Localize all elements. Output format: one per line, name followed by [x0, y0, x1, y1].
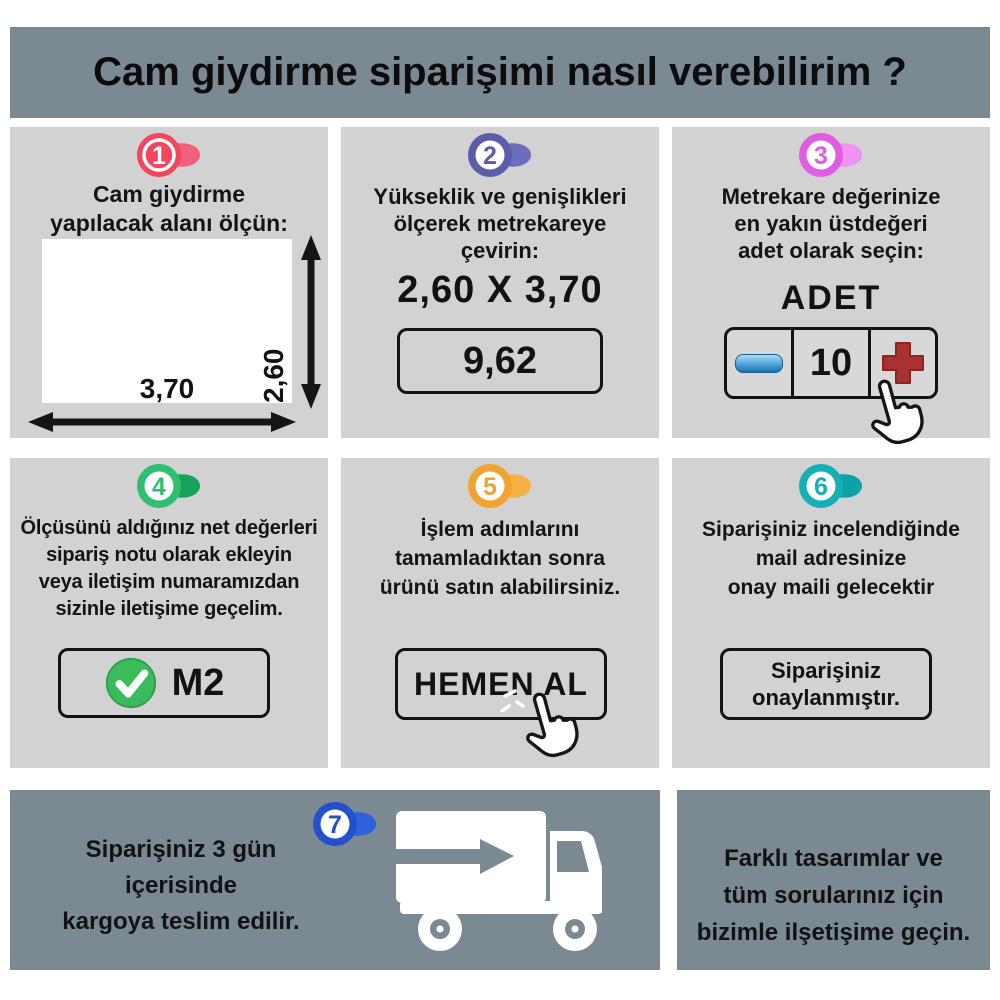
step-6-line: onay maili gelecektir	[727, 576, 935, 599]
step-panel-2	[341, 127, 659, 438]
shipping-line: kargoya teslim edilir.	[62, 908, 300, 935]
step-5-line: İşlem adımlarını	[420, 518, 580, 541]
badge-2-icon	[465, 129, 535, 181]
step-5-line: tamamladıktan sonra	[394, 547, 606, 570]
step-1-badge	[10, 129, 328, 181]
svg-text:7: 7	[328, 811, 342, 839]
step-panel-4	[10, 458, 328, 768]
badge-6-icon	[796, 460, 866, 512]
m2-label: M2	[171, 661, 225, 704]
step-panel-1	[10, 127, 328, 438]
step-2-title	[341, 183, 659, 264]
quantity-value: 10	[791, 330, 868, 396]
step-2-line: Yükseklik ve genişlikleri	[373, 184, 627, 209]
step-1-line: Cam giydirme	[92, 181, 246, 207]
step-4-title	[10, 515, 328, 623]
shipping-panel	[10, 790, 660, 970]
buy-now-label: HEMEN AL	[414, 665, 588, 702]
measure-area	[42, 239, 292, 403]
shipping-line: içerisinde	[124, 872, 238, 899]
result-value: 9,62	[463, 339, 537, 382]
shipping-line: Siparişiniz 3 gün	[85, 836, 277, 863]
svg-text:6: 6	[814, 473, 828, 501]
step-6-line: Siparişiniz incelendiğinde	[702, 518, 960, 541]
steps-row-1	[10, 127, 990, 438]
svg-text:4: 4	[152, 473, 166, 501]
step-panel-3	[672, 127, 990, 438]
width-arrow-icon	[26, 408, 298, 436]
step-3-line: adet olarak seçin:	[738, 238, 924, 263]
step-6-line: mail adresinize	[755, 547, 907, 570]
contact-line: Farklı tasarımlar ve	[724, 845, 943, 872]
svg-text:5: 5	[483, 473, 497, 501]
step-4-line: Ölçüsünü aldığınız net değerleri	[20, 517, 318, 539]
step-3-title	[672, 183, 990, 264]
step-5-line: ürünü satın alabilirsiniz.	[379, 576, 621, 599]
svg-text:2: 2	[483, 142, 497, 170]
step-3-badge	[672, 129, 990, 181]
minus-icon	[735, 354, 783, 373]
step-4-line: sizinle iletişime geçelim.	[55, 598, 283, 620]
square-meter-result	[397, 328, 603, 394]
step-2-line: çevirin:	[460, 238, 540, 263]
step-5-title	[341, 515, 659, 602]
step-2-line: ölçerek metrekareye	[393, 211, 607, 236]
confirm-line: Siparişiniz	[770, 658, 882, 683]
bottom-row	[10, 790, 990, 970]
step-4-line: sipariş notu olarak ekleyin	[46, 544, 292, 566]
step-6-title	[672, 515, 990, 602]
dimensions-formula: 2,60 X 3,70	[397, 269, 603, 311]
width-value: 3,70	[139, 373, 195, 404]
step-1-title	[10, 180, 328, 238]
contact-text	[687, 840, 980, 951]
step-panel-5	[341, 458, 659, 768]
contact-panel	[677, 790, 990, 970]
m2-option-button[interactable]	[58, 648, 270, 718]
badge-4-icon	[134, 460, 204, 512]
step-4-line: veya iletişim numaramızdan	[38, 571, 300, 593]
step-1-line: yapılacak alanı ölçün:	[50, 210, 288, 236]
svg-text:1: 1	[152, 142, 166, 170]
step-5-badge	[341, 460, 659, 512]
contact-line: bizimle ilşetişime geçin.	[696, 919, 971, 946]
shipping-text	[26, 832, 336, 940]
order-confirmed-box	[720, 648, 932, 720]
confirm-line: onaylanmıştır.	[752, 685, 900, 710]
step-2-badge	[341, 129, 659, 181]
step-7-badge	[310, 798, 380, 855]
steps-row-2	[10, 458, 990, 768]
badge-5-icon	[465, 460, 535, 512]
height-value: 2,60	[258, 348, 289, 403]
badge-7-icon	[310, 798, 380, 850]
step-panel-6	[672, 458, 990, 768]
decrease-quantity-button[interactable]	[727, 330, 791, 396]
quantity-label: ADET	[780, 279, 882, 317]
step-6-badge	[672, 460, 990, 512]
badge-3-icon	[796, 129, 866, 181]
step-3-line: en yakın üstdeğeri	[734, 211, 928, 236]
step-3-line: Metrekare değerinize	[721, 184, 941, 209]
badge-1-icon	[134, 129, 204, 181]
truck-icon	[390, 805, 640, 957]
page-title: Cam giydirme siparişimi nasıl verebilirim ?	[93, 50, 907, 94]
check-icon	[104, 656, 158, 710]
step-4-badge	[10, 460, 328, 512]
header-panel	[10, 27, 990, 118]
height-arrow-icon	[297, 233, 325, 411]
contact-line: tüm sorularınız için	[723, 882, 944, 909]
svg-text:3: 3	[814, 142, 828, 170]
